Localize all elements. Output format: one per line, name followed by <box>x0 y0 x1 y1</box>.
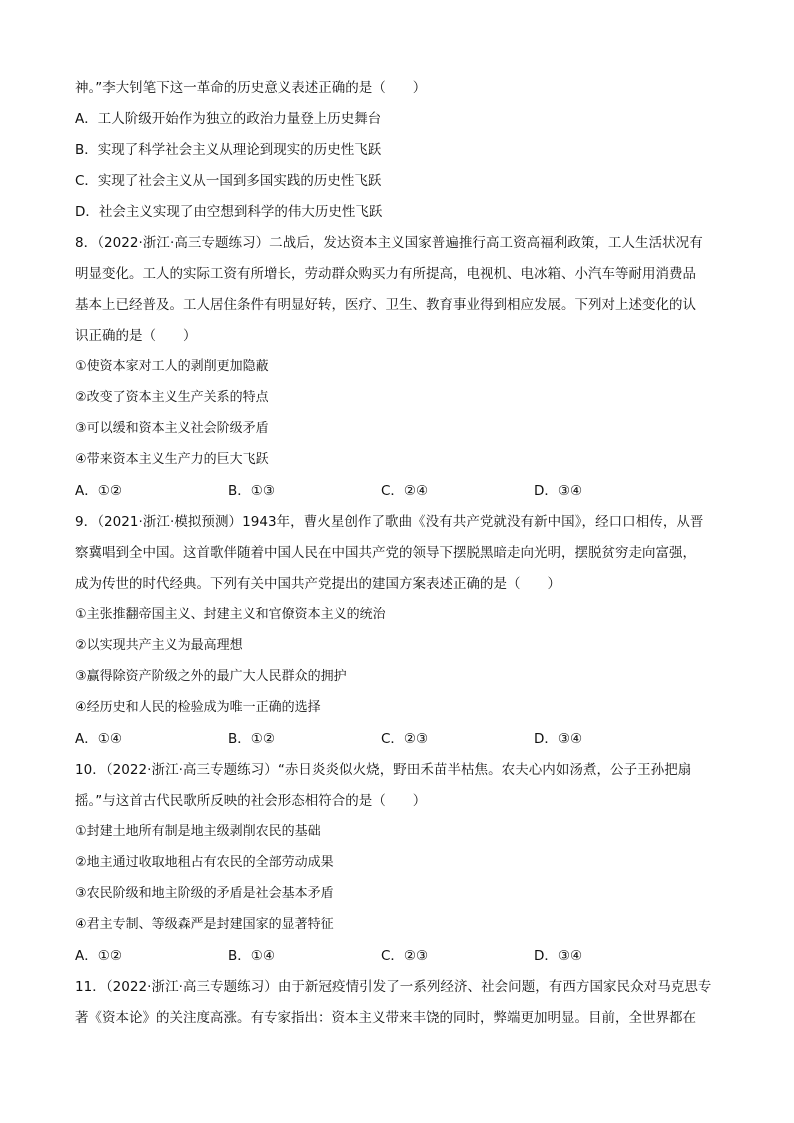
q10-choice-c: C．②③ <box>381 948 429 964</box>
q10-choice-d: D．③④ <box>534 948 583 964</box>
q7-option-b: B．实现了科学社会主义从理论到现实的历史性飞跃 <box>75 142 382 158</box>
q9-choices <box>75 729 720 749</box>
q9-stem-line-1: 9．（2021·浙江·模拟预测）1943年，曹火星创作了歌曲《没有共产党就没有新中国》，经口口相传，从晋 <box>75 514 704 530</box>
q9-choice-d: D．③④ <box>534 731 583 747</box>
q9-choice-a: A．①④ <box>75 731 122 747</box>
q8-item-3: ③可以缓和资本主义社会阶级矛盾 <box>75 421 269 436</box>
q10-item-3: ③农民阶级和地主阶级的矛盾是社会基本矛盾 <box>75 886 334 901</box>
q10-stem-line-1: 10．（2022·浙江·高三专题练习）“赤日炎炎似火烧，野田禾苗半枯焦。农夫心内如汤煮，公子王孙把扇 <box>75 762 692 778</box>
q8-stem-line-3: 基本上已经普及。工人居住条件有明显好转，医疗、卫生、教育事业得到相应发展。下列对上述变化的认 <box>75 297 696 313</box>
q8-item-4: ④带来资本主义生产力的巨大飞跃 <box>75 452 269 467</box>
q7-option-a: A．工人阶级开始作为独立的政治力量登上历史舞台 <box>75 111 382 127</box>
q8-stem-line-2: 明显变化。工人的实际工资有所增长，劳动群众购买力有所提高，电视机、电冰箱、小汽车等耐用消费品 <box>75 266 696 282</box>
q10-stem-line-2: 摇。”与这首古代民歌所反映的社会形态相符合的是（ ） <box>75 793 427 809</box>
q9-item-3: ③赢得除资产阶级之外的最广大人民群众的拥护 <box>75 669 347 684</box>
q10-choice-a: A．①② <box>75 948 122 964</box>
q8-choice-a: A．①② <box>75 483 122 499</box>
q9-choice-b: B．①② <box>228 731 275 747</box>
q7-option-d: D．社会主义实现了由空想到科学的伟大历史性飞跃 <box>75 204 383 220</box>
q8-stem-line-4: 识正确的是（ ） <box>75 328 197 344</box>
q9-choice-c: C．②③ <box>381 731 429 747</box>
q10-item-4: ④君主专制、等级森严是封建国家的显著特征 <box>75 917 334 932</box>
q10-choice-b: B．①④ <box>228 948 275 964</box>
q7-stem-tail: 神。”李大钊笔下这一革命的历史意义表述正确的是（ ） <box>75 80 427 96</box>
q9-item-1: ①主张推翻帝国主义、封建主义和官僚资本主义的统治 <box>75 607 386 622</box>
q8-item-2: ②改变了资本主义生产关系的特点 <box>75 390 269 405</box>
question-content <box>75 78 720 1039</box>
q8-choice-b: B．①③ <box>228 483 275 499</box>
q9-item-4: ④经历史和人民的检验成为唯一正确的选择 <box>75 700 321 715</box>
q10-choices <box>75 946 720 966</box>
q10-item-2: ②地主通过收取地租占有农民的全部劳动成果 <box>75 855 334 870</box>
q11-stem-line-1: 11．（2022·浙江·高三专题练习）由于新冠疫情引发了一系列经济、社会问题，有西方国家民众对马克思专 <box>75 979 712 995</box>
q10-item-1: ①封建土地所有制是地主级剥削农民的基础 <box>75 824 321 839</box>
q8-item-1: ①使资本家对工人的剥削更加隐蔽 <box>75 359 269 374</box>
q9-item-2: ②以实现共产主义为最高理想 <box>75 638 243 653</box>
q9-stem-line-3: 成为传世的时代经典。下列有关中国共产党提出的建国方案表述正确的是（ ） <box>75 576 561 592</box>
q8-choice-d: D．③④ <box>534 483 583 499</box>
q8-stem-line-1: 8．（2022·浙江·高三专题练习）二战后，发达资本主义国家普遍推行高工资高福利政策，工人生活状况有 <box>75 235 703 251</box>
q7-option-c: C．实现了社会主义从一国到多国实践的历史性飞跃 <box>75 173 382 189</box>
q11-stem-line-2: 著《资本论》的关注度高涨。有专家指出：资本主义带来丰饶的同时，弊端更加明显。目前，全世界都在 <box>75 1010 696 1026</box>
q8-choices <box>75 481 720 501</box>
q9-stem-line-2: 察冀唱到全中国。这首歌伴随着中国人民在中国共产党的领导下摆脱黑暗走向光明，摆脱贫穷走向富强， <box>75 545 696 561</box>
q8-choice-c: C．②④ <box>381 483 429 499</box>
